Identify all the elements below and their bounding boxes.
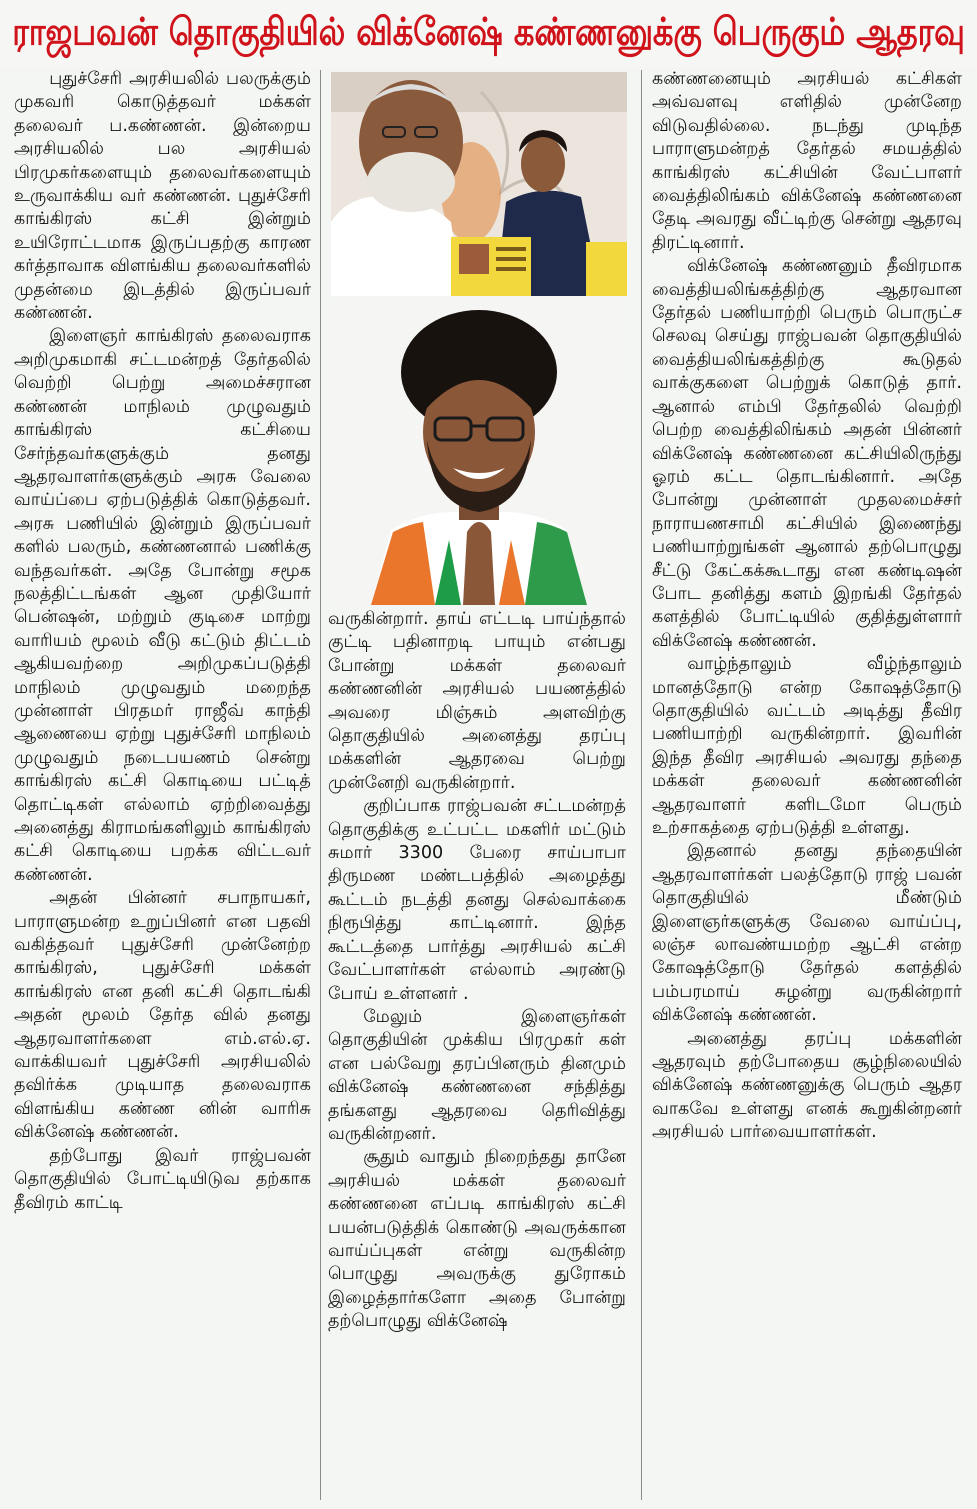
paragraph: விக்னேஷ் கண்ணனும் தீவிரமாக வைத்தியலிங்கத்திற்கு ஆதரவான தேர்தல் பணியாற்றி பெரும் பொருட்ச செலவு செய்து ராஜ்பவன் தொகுதியில் வைத்தியலிங்கத்திற்கு கூடுதல் வாக்குகளை பெற்றுக் கொடுத் தார். ஆனால் எம்பி தேர்தலில் வெற்றி பெற்ற வைத்திலிங்கம் அதன் பின்னர் விக்னேஷ் கண்ணனை கட்சியிலிருந்து ஓரம் கட்ட தொடங்கினார். அதே போன்று முன்னாள் முதலமைச்சர் நாராயணசாமி கட்சியில் இணைந்து பணியாற்றுங்கள் ஆனால் தற்பொழுது சீட்டு கேட்கக்கூடாது என கண்டிஷன் போட தனித்து களம் இறங்கி தேர்தல் களத்தில் போட்டியில் குதித்துள்ளார் விக்னேஷ் கண்ணன். [652,256,962,651]
paragraph: தற்போது இவர் ராஜ்பவன் தொகுதியில் போட்டியிடுவ தற்காக தீவிரம் காட்டி [14,1145,311,1213]
paragraph: புதுச்சேரி அரசியலில் பலருக்கும் முகவரி கொடுத்தவர் மக்கள் தலைவர் ப.கண்ணன். இன்றைய அரசியலில் பல அரசியல் பிரமுகர்களையும் தலைவர்களையும் உருவாக்கிய வர் கண்ணன். புதுச்சேரி காங்கிரஸ் கட்சி இன்றும் உயிரோட்டமாக இருப்பதற்கு காரண கர்த்தாவாக விளங்கிய தலைவர்களில் முதன்மை இடத்தில் இருப்பவர் கண்ணன். [14,69,311,324]
paragraph: சூதும் வாதும் நிறைந்தது தானே அரசியல் மக்கள் தலைவர் கண்ணனை எப்படி காங்கிரஸ் கட்சி பயன்படுத்திக் கொண்டு அவருக்கான வாய்ப்புகள் என்று வருகின்ற பொழுது அவருக்கு துரோகம் இழைத்தார்களோ அதை போன்று தற்பொழுது விக்னேஷ் [328,1147,626,1332]
headline-text: ராஜபவன் தொகுதியில் விக்னேஷ் கண்ணனுக்கு பெருகும் ஆதரவு [12,9,965,55]
photo-kannan-and-vignesh [331,72,627,296]
photo-vignesh-kannan [331,300,627,605]
paragraph: இளைஞர் காங்கிரஸ் தலைவராக அறிமுகமாகி சட்டமன்றத் தேர்தலில் வெற்றி பெற்று அமைச்சரான கண்ணன் மாநிலம் முழுவதும் காங்கிரஸ் கட்சியை சேர்ந்தவர்களுக்கும் தனது ஆதரவாளர்களுக்கும் அரசு வேலை வாய்ப்பை ஏற்படுத்திக் கொடுத்தவர். அரசு பணியில் இன்றும் இருப்பவர் களில் பலரும், கண்ணனால் பணிக்கு வந்தவர்கள். அதே போன்று சமூக நலத்திட்டங்கள் ஆன முதியோர் பென்ஷன், மற்றும் குடிசை மாற்று வாரியம் மூலம் வீடு கட்டும் திட்டம் ஆகியவற்றை அறிமுகப்படுத்தி மாநிலம் முழுவதும் மறைந்த முன்னாள் பிரதமர் ராஜீவ் காந்தி ஆணையை ஏற்று புதுச்சேரி மாநிலம் முழுவதும் நடைபயணம் சென்று காங்கிரஸ் கட்சி கொடியை பட்டித் தொட்டிகள் எல்லாம் ஏற்றிவைத்து அனைத்து கிராமங்களிலும் காங்கிரஸ் கட்சி கொடியை பறக்க விட்டவர் கண்ணன். [14,326,311,885]
paragraph: மேலும் இளைஞர்கள் தொகுதியின் முக்கிய பிரமுகர் கள் என பல்வேறு தரப்பினரும் தினமும் விக்னேஷ் கண்ணனை சந்தித்து தங்களது ஆதரவை தெரிவித்து வருகின்றனர். [328,1006,626,1144]
article-column-3 [652,68,962,1145]
photo-kannan-and-vignesh-image [331,72,627,296]
photo-vignesh-kannan-image [331,300,627,605]
paragraph: வாழ்ந்தாலும் வீழ்ந்தாலும் மானத்தோடு என்ற கோஷத்தோடு தொகுதியில் வட்டம் அடித்து தீவிர பணியாற்றி வருகின்றார். இவரின் இந்த தீவிர அரசியல் அவரது தந்தை மக்கள் தலைவர் கண்ணனின் ஆதரவாளர் களிடமோ பெரும் உற்சாகத்தை ஏற்படுத்தி உள்ளது. [652,654,962,838]
article-column-1 [14,68,311,1215]
paragraph: குறிப்பாக ராஜ்பவன் சட்டமன்றத் தொகுதிக்கு உட்பட்ட மகளிர் மட்டும் சுமார் 3300 பேரை சாய்பாபா திருமண மண்டபத்தில் அழைத்து கூட்டம் நடத்தி தனது செல்வாக்கை நிரூபித்து காட்டினார். இந்த கூட்டத்தை பார்த்து அரசியல் கட்சி வேட்பாளர்கள் எல்லாம் அரண்டு போய் உள்ளனர் . [328,796,626,1004]
paragraph: கண்ணனையும் அரசியல் கட்சிகள் அவ்வளவு எளிதில் முன்னேற விடுவதில்லை. நடந்து முடிந்த பாராளுமன்றத் தேர்தல் சமயத்தில் காங்கிரஸ் கட்சியின் வேட்பாளர் வைத்திலிங்கம் விக்னேஷ் கண்ணனை தேடி அவரது வீட்டிற்கு சென்று ஆதரவு திரட்டினார். [652,69,962,253]
paragraph: வருகின்றார். தாய் எட்டடி பாய்ந்தால் குட்டி பதினாறடி பாயும் என்பது போன்று மக்கள் தலைவர் கண்ணனின் அரசியல் பயணத்தில் அவரை மிஞ்சும் அளவிற்கு தொகுதியில் அனைத்து தரப்பு மக்களின் ஆதரவை பெற்று முன்னேறி வருகின்றார். [328,609,626,793]
article-column-2 [328,608,626,1334]
paragraph: அனைத்து தரப்பு மக்களின் ஆதரவும் தற்போதைய சூழ்நிலையில் விக்னேஷ் கண்ணனுக்கு பெரும் ஆதர வாகவே உள்ளது எனக் கூறுகின்றனர் அரசியல் பார்வையாளர்கள். [652,1028,962,1143]
column-divider [641,70,642,1500]
paragraph: அதன் பின்னர் சபாநாயகர், பாராளுமன்ற உறுப்பினர் என பதவி வகித்தவர் புதுச்சேரி முன்னேற்ற காங்கிரஸ், புதுச்சேரி மக்கள் காங்கிரஸ் என தனி கட்சி தொடங்கி அதன் மூலம் தேர்த வில் தனது ஆதரவாளர்களை எம்.எல்.ஏ. வாக்கியவர் புதுச்சேரி அரசியலில் தவிர்க்க முடியாத தலைவராக விளங்கிய கண்ண னின் வாரிசு விக்னேஷ் கண்ணன். [14,888,311,1143]
headline [0,0,977,68]
paragraph: இதனால் தனது தந்தையின் ஆதரவாளர்கள் பலத்தோடு ராஜ் பவன் தொகுதியில் மீண்டும் இளைஞர்களுக்கு வேலை வாய்ப்பு, லஞ்ச லாவண்யமற்ற ஆட்சி என்ற கோஷத்தோடு தேர்தல் களத்தில் பம்பரமாய் சுழன்று வருகின்றார் விக்னேஷ் கண்ணன். [652,841,962,1026]
column-divider [320,70,321,1500]
